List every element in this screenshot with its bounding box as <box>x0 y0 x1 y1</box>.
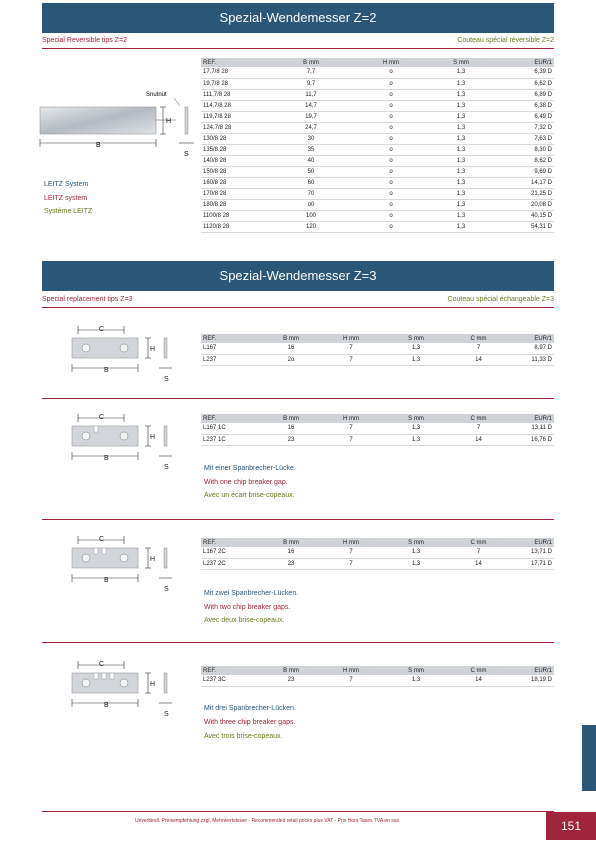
table-cell: 23 <box>261 434 321 445</box>
table-row <box>201 67 554 78</box>
table-cell: 14 <box>451 558 506 569</box>
column-header: EUR/1 <box>506 666 554 675</box>
groove-label: Snutnut <box>146 92 167 98</box>
table-cell: 119,7/8 28 <box>201 111 271 122</box>
column-header: H mm <box>321 334 381 343</box>
table-cell: 7 <box>451 547 506 558</box>
table-cell: 120 <box>271 221 351 232</box>
table-cell: 1,3 <box>431 67 491 78</box>
block3-note-fr: Avec deux brise-copeaux. <box>204 617 285 624</box>
section2-title: Spezial-Wendemesser Z=3 <box>42 261 554 291</box>
section1-sub-left: Special Reversible tips Z=2 <box>42 37 128 44</box>
table-row <box>201 221 554 232</box>
table-cell: 18,19 D <box>506 675 554 686</box>
table-cell: 14 <box>451 434 506 445</box>
chapter-tab <box>582 725 596 791</box>
divider <box>42 519 554 520</box>
table-cell: 8,30 D <box>491 144 554 155</box>
column-header: EUR/1 <box>506 334 554 343</box>
table-cell: L237 1C <box>201 434 261 445</box>
table-cell: 1,3 <box>431 188 491 199</box>
column-header: S mm <box>381 538 451 547</box>
tip-side-view <box>164 338 167 358</box>
chip-breaker-gap <box>102 548 106 554</box>
block3-table <box>201 538 554 570</box>
table-cell: 13,71 D <box>506 547 554 558</box>
column-header: C mm <box>451 538 506 547</box>
table-cell: 16 <box>261 343 321 354</box>
table-cell: o <box>351 177 431 188</box>
table-row <box>201 177 554 188</box>
chip-breaker-gap <box>94 673 98 679</box>
table-cell: 7 <box>451 343 506 354</box>
footer-rule <box>42 811 554 812</box>
replacement-tip-drawing <box>64 320 184 385</box>
table-cell: 2o <box>261 354 321 365</box>
table-cell: 114,7/8 28 <box>201 100 271 111</box>
block2-note-de: Mit einer Spanbrecher-Lücke. <box>204 465 296 472</box>
table-cell: 1,3 <box>431 111 491 122</box>
table-cell: 1100/8 28 <box>201 210 271 221</box>
divider <box>42 398 554 399</box>
table-cell: o0 <box>271 199 351 210</box>
table-cell: 1,3 <box>431 144 491 155</box>
chip-breaker-gap <box>110 673 114 679</box>
table-cell: 16,76 D <box>506 434 554 445</box>
table-row <box>201 133 554 144</box>
column-header: B mm <box>261 334 321 343</box>
table-cell: 135/8 28 <box>201 144 271 155</box>
column-header: H mm <box>321 414 381 423</box>
table-header-row <box>201 666 554 675</box>
table-cell: 8,97 D <box>506 343 554 354</box>
table-cell: 23 <box>261 675 321 686</box>
table-header-row <box>201 414 554 423</box>
table-cell: 17,71 D <box>506 558 554 569</box>
column-header: C mm <box>451 666 506 675</box>
table-cell: 17,7/8 28 <box>201 67 271 78</box>
column-header: EUR/1 <box>506 414 554 423</box>
table-cell: 14,17 D <box>491 177 554 188</box>
table-cell: 40 <box>271 155 351 166</box>
table-cell: 16 <box>261 547 321 558</box>
block4-note-fr: Avec trois brise-copeaux. <box>204 733 283 740</box>
b-label: B <box>104 577 109 584</box>
column-header: REF. <box>201 666 261 675</box>
s-label: S <box>164 586 169 593</box>
table-row <box>201 111 554 122</box>
table-cell: 1,3 <box>381 558 451 569</box>
table-cell: 1,3 <box>431 166 491 177</box>
table-cell: L237 2C <box>201 558 261 569</box>
b-label: B <box>104 455 109 462</box>
table-cell: 140/8 28 <box>201 155 271 166</box>
table-row <box>201 210 554 221</box>
column-header: EUR/1 <box>491 58 554 67</box>
section2-sub-left: Special replacement tips Z=3 <box>42 296 133 303</box>
table-cell: o <box>351 78 431 89</box>
table-cell: 124,7/8 28 <box>201 122 271 133</box>
table-cell: 16 <box>261 423 321 434</box>
mount-hole <box>82 432 90 440</box>
table-cell: 7 <box>451 423 506 434</box>
table-cell: 60 <box>271 177 351 188</box>
section1-sub-right: Couteau spécial réversible Z=2 <box>457 37 554 44</box>
s-label: S <box>164 711 169 718</box>
table-cell: 11,33 D <box>506 354 554 365</box>
table-cell: 1,3 <box>431 177 491 188</box>
tip-side-view <box>164 548 167 568</box>
block4-table <box>201 666 554 687</box>
table-cell: 14 <box>451 675 506 686</box>
column-header: C mm <box>451 334 506 343</box>
table-cell: o <box>351 155 431 166</box>
table-cell: 35 <box>271 144 351 155</box>
table-cell: 30 <box>271 133 351 144</box>
table-cell: 1,3 <box>381 547 451 558</box>
table-cell: o <box>351 133 431 144</box>
mount-hole <box>82 679 90 687</box>
table-cell: o <box>351 188 431 199</box>
table-row <box>201 675 554 686</box>
table-row <box>201 122 554 133</box>
block4-note-de: Mit drei Spanbrecher-Lücken. <box>204 705 296 712</box>
table-cell: 6,62 D <box>491 78 554 89</box>
table-header-row <box>201 58 554 67</box>
table-cell: 6,39 D <box>491 67 554 78</box>
table-cell: 14,7 <box>271 100 351 111</box>
table-cell: o <box>351 67 431 78</box>
column-header: B mm <box>271 58 351 67</box>
b-label: B <box>104 367 109 374</box>
table-header-row <box>201 334 554 343</box>
table-row <box>201 547 554 558</box>
page-number: 151 <box>546 812 596 840</box>
table-cell: 8,62 D <box>491 155 554 166</box>
table-row <box>201 434 554 445</box>
c-label: C <box>99 414 105 421</box>
table-cell: 6,38 D <box>491 100 554 111</box>
table-cell: 7 <box>321 675 381 686</box>
column-header: REF. <box>201 538 261 547</box>
block4-note-en: With three chip breaker gaps. <box>204 719 296 726</box>
table-cell: o <box>351 89 431 100</box>
section1-table <box>201 58 554 233</box>
b-label: B <box>96 142 101 149</box>
table-row <box>201 199 554 210</box>
mount-hole <box>120 554 128 562</box>
table-cell: 7,63 D <box>491 133 554 144</box>
table-cell: 7 <box>321 354 381 365</box>
column-header: H mm <box>321 538 381 547</box>
table-cell: 1,3 <box>381 354 451 365</box>
chip-breaker-gap <box>94 548 98 554</box>
h-label: H <box>150 434 156 441</box>
table-cell: 19,7/8 28 <box>201 78 271 89</box>
table-cell: L237 3C <box>201 675 261 686</box>
block2-table <box>201 414 554 446</box>
table-cell: 1,3 <box>381 343 451 354</box>
column-header: B mm <box>261 414 321 423</box>
column-header: S mm <box>381 334 451 343</box>
chip-breaker-gap <box>102 673 106 679</box>
table-row <box>201 188 554 199</box>
block3-note-en: With two chip breaker gaps. <box>204 604 291 611</box>
table-cell: 1,3 <box>431 133 491 144</box>
c-label: C <box>99 536 105 543</box>
table-cell: 130/8 28 <box>201 133 271 144</box>
table-cell: 6,49 D <box>491 111 554 122</box>
h-label: H <box>166 118 172 125</box>
table-cell: o <box>351 210 431 221</box>
table-cell: L167 1C <box>201 423 261 434</box>
table-cell: 7 <box>321 423 381 434</box>
block3-note-de: Mit zwei Spanbrecher-Lücken. <box>204 590 299 597</box>
table-header-row <box>201 538 554 547</box>
table-cell: 54,31 D <box>491 221 554 232</box>
column-header: REF. <box>201 334 261 343</box>
table-cell: 7 <box>321 558 381 569</box>
table-row <box>201 558 554 569</box>
column-header: S mm <box>381 414 451 423</box>
h-label: H <box>150 681 156 688</box>
mount-hole <box>120 344 128 352</box>
table-cell: o <box>351 100 431 111</box>
table-cell: 1,3 <box>431 155 491 166</box>
table-cell: L167 2C <box>201 547 261 558</box>
reversible-tip-drawing <box>36 86 196 162</box>
tip-side-view <box>164 673 167 693</box>
replacement-tip-3c-drawing <box>64 655 184 720</box>
table-cell: L237 <box>201 354 261 365</box>
table-cell: 1,3 <box>431 199 491 210</box>
block1-table <box>201 334 554 366</box>
table-cell: 9,7 <box>271 78 351 89</box>
column-header: H mm <box>321 666 381 675</box>
c-label: C <box>99 661 105 668</box>
b-label: B <box>104 702 109 709</box>
c-label: C <box>99 326 105 333</box>
table-row <box>201 155 554 166</box>
replacement-tip-1c-drawing <box>64 408 184 473</box>
column-header: H mm <box>351 58 431 67</box>
mount-hole <box>82 554 90 562</box>
s-label: S <box>164 376 169 383</box>
table-row <box>201 100 554 111</box>
table-cell: 20,08 D <box>491 199 554 210</box>
table-cell: 100 <box>271 210 351 221</box>
table-cell: 170/8 28 <box>201 188 271 199</box>
section2-sub-right: Couteau spécial échangeable Z=3 <box>447 296 554 303</box>
column-header: S mm <box>431 58 491 67</box>
replacement-tip-2c-drawing <box>64 530 184 595</box>
table-row <box>201 343 554 354</box>
system-en: LEITZ system <box>44 195 88 202</box>
column-header: B mm <box>261 538 321 547</box>
column-header: S mm <box>381 666 451 675</box>
table-cell: L167 <box>201 343 261 354</box>
system-fr: Système LEITZ <box>44 208 93 215</box>
table-cell: 1,3 <box>381 675 451 686</box>
chip-breaker-gap <box>94 426 98 432</box>
table-cell: o <box>351 122 431 133</box>
column-header: REF. <box>201 58 271 67</box>
table-cell: 50 <box>271 166 351 177</box>
table-cell: 7,32 D <box>491 122 554 133</box>
section1-title: Spezial-Wendemesser Z=2 <box>42 3 554 33</box>
table-cell: 7 <box>321 343 381 354</box>
table-cell: 1,3 <box>431 78 491 89</box>
block2-note-fr: Avec un écart brise-copeaux. <box>204 492 295 499</box>
section1-subheader <box>42 37 554 49</box>
table-cell: o <box>351 221 431 232</box>
table-row <box>201 166 554 177</box>
table-cell: 1,3 <box>381 434 451 445</box>
table-cell: 1120/8 28 <box>201 221 271 232</box>
column-header: B mm <box>261 666 321 675</box>
table-row <box>201 78 554 89</box>
table-row <box>201 423 554 434</box>
table-cell: 6,89 D <box>491 89 554 100</box>
table-cell: 1,3 <box>431 100 491 111</box>
table-cell: 1,3 <box>431 210 491 221</box>
h-label: H <box>150 346 156 353</box>
table-cell: 23 <box>261 558 321 569</box>
table-cell: 1,3 <box>381 423 451 434</box>
h-label: H <box>150 556 156 563</box>
table-cell: 11,7 <box>271 89 351 100</box>
table-cell: o <box>351 111 431 122</box>
table-cell: 24,7 <box>271 122 351 133</box>
footer-text: Unverbindl. Preisempfehlung zzgl. Mehrwertsteuer - Recommended retail prices plus VAT - Prix Hors Taxes TVA en sus <box>135 818 399 824</box>
table-cell: 150/8 28 <box>201 166 271 177</box>
table-cell: 21,25 D <box>491 188 554 199</box>
column-header: REF. <box>201 414 261 423</box>
column-header: EUR/1 <box>506 538 554 547</box>
divider <box>42 642 554 643</box>
s-label: S <box>164 464 169 471</box>
table-cell: o <box>351 144 431 155</box>
table-cell: 7 <box>321 434 381 445</box>
table-cell: 111,7/8 28 <box>201 89 271 100</box>
table-cell: 14 <box>451 354 506 365</box>
table-cell: 1,3 <box>431 89 491 100</box>
table-cell: o <box>351 166 431 177</box>
tip-side-view <box>164 426 167 446</box>
mount-hole <box>120 432 128 440</box>
mount-hole <box>82 344 90 352</box>
table-cell: 13,11 D <box>506 423 554 434</box>
column-header: C mm <box>451 414 506 423</box>
table-cell: 19,7 <box>271 111 351 122</box>
table-cell: o <box>351 199 431 210</box>
table-cell: 40,15 D <box>491 210 554 221</box>
table-row <box>201 144 554 155</box>
table-cell: 9,69 D <box>491 166 554 177</box>
table-cell: 1,3 <box>431 221 491 232</box>
table-row <box>201 89 554 100</box>
section2-subheader <box>42 296 554 308</box>
system-de: LEITZ System <box>44 181 89 188</box>
table-cell: 7 <box>321 547 381 558</box>
mount-hole <box>120 679 128 687</box>
s-label: S <box>184 151 189 158</box>
table-cell: 1,3 <box>431 122 491 133</box>
table-cell: 160/8 28 <box>201 177 271 188</box>
table-cell: 70 <box>271 188 351 199</box>
table-cell: 180/8 28 <box>201 199 271 210</box>
table-cell: 7,7 <box>271 67 351 78</box>
table-row <box>201 354 554 365</box>
block2-note-en: With one chip breaker gap. <box>204 479 288 486</box>
